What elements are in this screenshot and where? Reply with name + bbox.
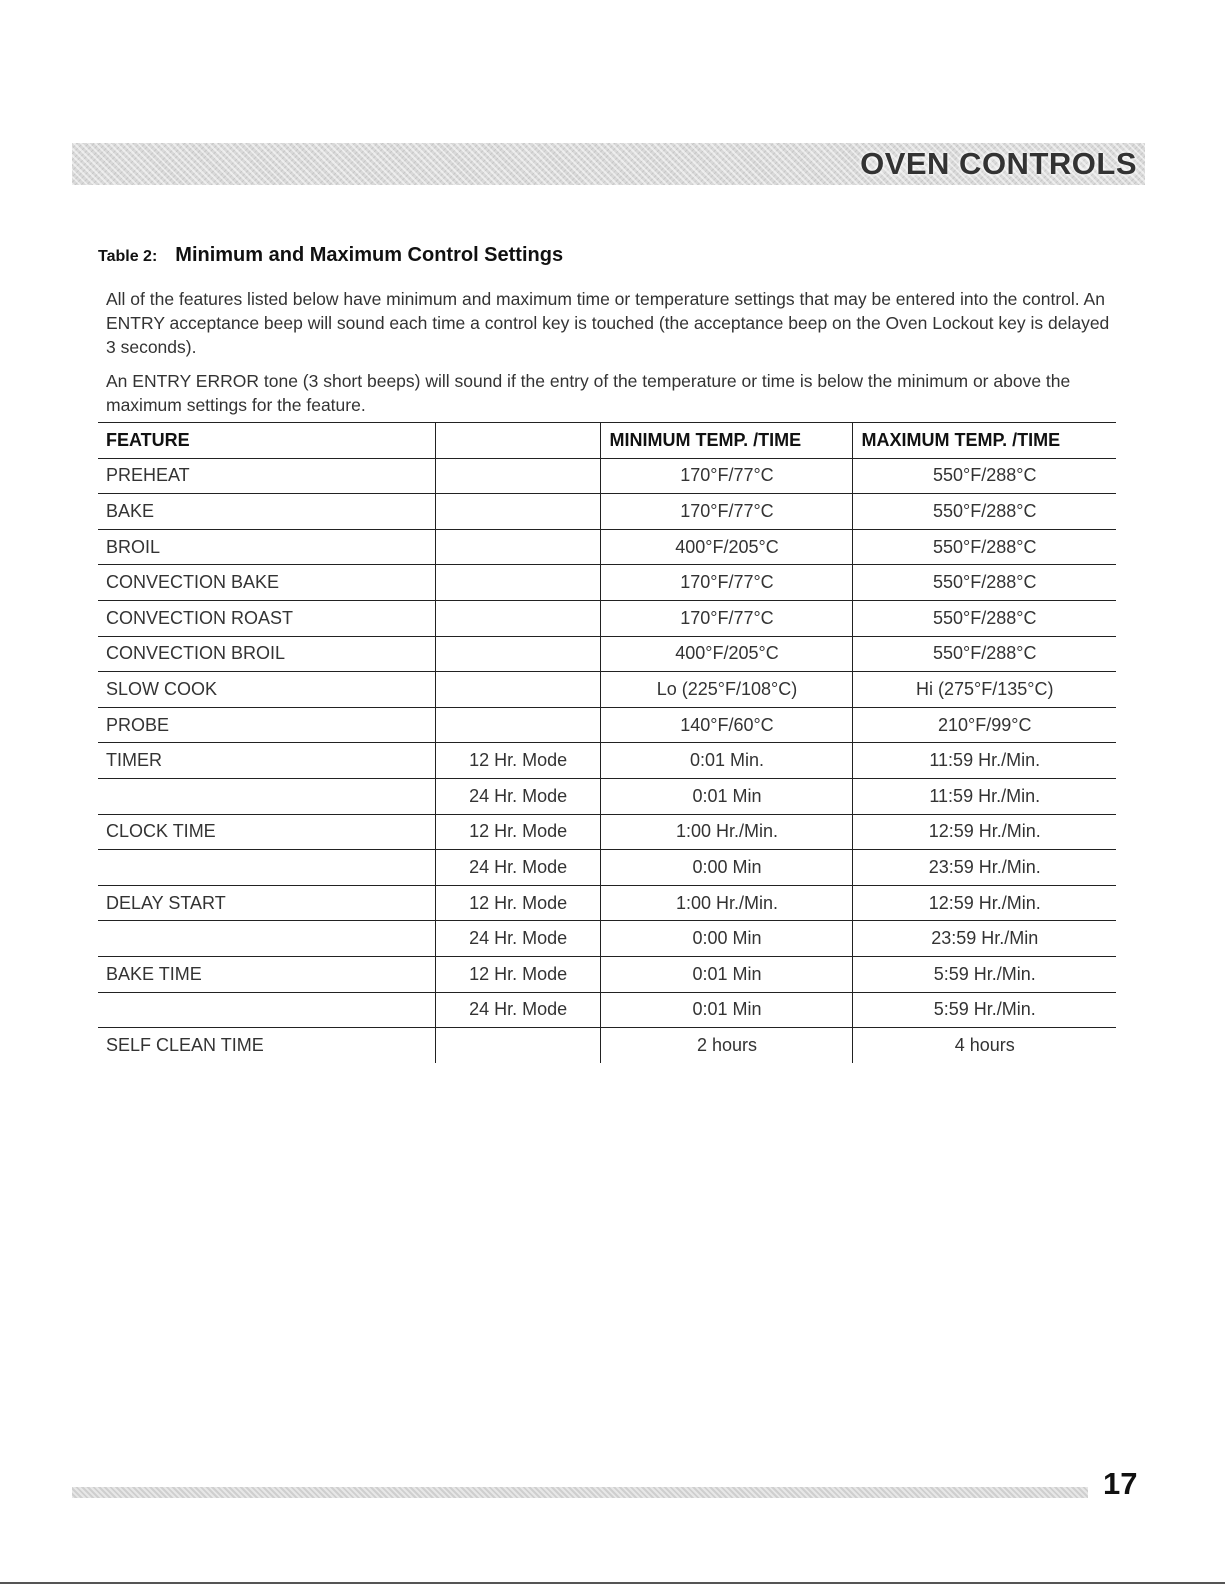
cell-mode — [435, 672, 601, 708]
table-row — [98, 885, 1116, 921]
cell-maximum: 12:59 Hr./Min. — [853, 885, 1116, 921]
cell-maximum: 23:59 Hr./Min — [853, 921, 1116, 957]
table-row — [98, 600, 1116, 636]
section-title: OVEN CONTROLS — [860, 146, 1137, 181]
cell-feature: PROBE — [98, 707, 435, 743]
cell-minimum: Lo (225°F/108°C) — [601, 672, 853, 708]
cell-maximum: 550°F/288°C — [853, 600, 1116, 636]
table-row — [98, 778, 1116, 814]
header-feature: FEATURE — [98, 423, 435, 459]
cell-minimum: 0:01 Min — [601, 956, 853, 992]
cell-maximum: 550°F/288°C — [853, 458, 1116, 494]
header-minimum: MINIMUM TEMP. /TIME — [601, 423, 853, 459]
cell-maximum: 4 hours — [954, 1034, 1015, 1055]
cell-feature: SELF CLEAN TIME — [98, 1028, 435, 1063]
cell-feature — [98, 992, 435, 1028]
table-caption-title: Minimum and Maximum Control Settings — [175, 244, 564, 266]
cell-maximum: 12:59 Hr./Min. — [853, 814, 1116, 850]
cell-minimum: 170°F/77°C — [601, 494, 853, 530]
table-row — [98, 850, 1116, 886]
cell-maximum: 210°F/99°C — [853, 707, 1116, 743]
table-row — [98, 672, 1116, 708]
cell-mode — [435, 600, 601, 636]
cell-feature: SLOW COOK — [98, 672, 435, 708]
table-row — [98, 565, 1116, 601]
cell-maximum: 550°F/288°C — [853, 636, 1116, 672]
cell-maximum: 550°F/288°C — [853, 565, 1116, 601]
table-row — [98, 494, 1116, 530]
cell-feature: CONVECTION ROAST — [98, 600, 435, 636]
cell-minimum: 1:00 Hr./Min. — [601, 885, 853, 921]
cell-mode: 12 Hr. Mode — [435, 814, 601, 850]
cell-maximum: 11:59 Hr./Min. — [853, 743, 1116, 779]
cell-maximum: Hi (275°F/135°C) — [853, 672, 1116, 708]
cell-minimum: 140°F/60°C — [601, 707, 853, 743]
table-row — [98, 458, 1116, 494]
header-maximum: MAXIMUM TEMP. /TIME — [853, 423, 1116, 459]
cell-maximum: 550°F/288°C — [853, 494, 1116, 530]
control-settings-table — [98, 422, 1116, 1063]
cell-mode — [435, 458, 601, 494]
cell-minimum: 170°F/77°C — [601, 458, 853, 494]
cell-minimum: 2 hours — [601, 1028, 853, 1063]
intro-paragraph: All of the features listed below have minimum and maximum time or temperature settings that may be entered into the control. An ENTRY acceptance beep will sound each time a control key is touched (the acceptance beep on the Oven Lockout key is delayed 3 seconds). — [106, 289, 1110, 357]
cell-mode — [435, 707, 601, 743]
cell-minimum: 0:01 Min — [601, 778, 853, 814]
table-header-row — [98, 423, 1116, 459]
cell-mode — [435, 565, 601, 601]
table-row — [98, 1028, 1116, 1063]
page-number: 17 — [1103, 1466, 1138, 1501]
cell-feature — [98, 850, 435, 886]
cell-mode: 24 Hr. Mode — [435, 778, 601, 814]
error-tone-paragraph: An ENTRY ERROR tone (3 short beeps) will sound if the entry of the temperature or time is below the minimum or above the maximum settings for the feature. — [106, 371, 1071, 415]
cell-maximum: 550°F/288°C — [853, 529, 1116, 565]
header-mode — [435, 423, 601, 459]
cell-minimum: 0:01 Min. — [601, 743, 853, 779]
cell-mode — [435, 529, 601, 565]
cell-maximum: 5:59 Hr./Min. — [853, 992, 1116, 1028]
cell-feature: CONVECTION BROIL — [98, 636, 435, 672]
cell-feature — [98, 921, 435, 957]
cell-feature: TIMER — [98, 743, 435, 779]
cell-mode: 24 Hr. Mode — [435, 850, 601, 886]
cell-feature: CLOCK TIME — [98, 814, 435, 850]
cell-minimum: 400°F/205°C — [601, 529, 853, 565]
cell-feature — [98, 778, 435, 814]
table-row — [98, 743, 1116, 779]
table-row — [98, 814, 1116, 850]
cell-minimum: 0:00 Min — [601, 921, 853, 957]
cell-maximum: 5:59 Hr./Min. — [853, 956, 1116, 992]
cell-mode: 24 Hr. Mode — [435, 992, 601, 1028]
cell-mode — [435, 1028, 601, 1063]
cell-mode: 12 Hr. Mode — [435, 956, 601, 992]
table-body — [98, 458, 1116, 1063]
cell-mode: 12 Hr. Mode — [435, 885, 601, 921]
table-row — [98, 636, 1116, 672]
cell-mode — [435, 636, 601, 672]
table-row — [98, 921, 1116, 957]
bottom-rule — [0, 1582, 1225, 1584]
cell-minimum: 0:00 Min — [601, 850, 853, 886]
cell-minimum: 170°F/77°C — [601, 565, 853, 601]
table-caption-number: Table 2: — [98, 248, 158, 265]
cell-minimum: 0:01 Min — [601, 992, 853, 1028]
table-row — [98, 707, 1116, 743]
table-row — [98, 992, 1116, 1028]
cell-feature: DELAY START — [98, 885, 435, 921]
cell-maximum: 23:59 Hr./Min. — [853, 850, 1116, 886]
table-row — [98, 956, 1116, 992]
cell-feature: PREHEAT — [98, 458, 435, 494]
cell-mode: 12 Hr. Mode — [435, 743, 601, 779]
cell-feature: BAKE TIME — [98, 956, 435, 992]
cell-minimum: 170°F/77°C — [601, 600, 853, 636]
table-caption — [98, 244, 563, 267]
cell-minimum: 1:00 Hr./Min. — [601, 814, 853, 850]
cell-mode — [435, 494, 601, 530]
footer-band — [72, 1487, 1088, 1498]
cell-mode: 24 Hr. Mode — [435, 921, 601, 957]
cell-maximum: 11:59 Hr./Min. — [853, 778, 1116, 814]
cell-feature: BAKE — [98, 494, 435, 530]
table-row — [98, 529, 1116, 565]
cell-minimum: 400°F/205°C — [601, 636, 853, 672]
cell-feature: BROIL — [98, 529, 435, 565]
cell-feature: CONVECTION BAKE — [98, 565, 435, 601]
